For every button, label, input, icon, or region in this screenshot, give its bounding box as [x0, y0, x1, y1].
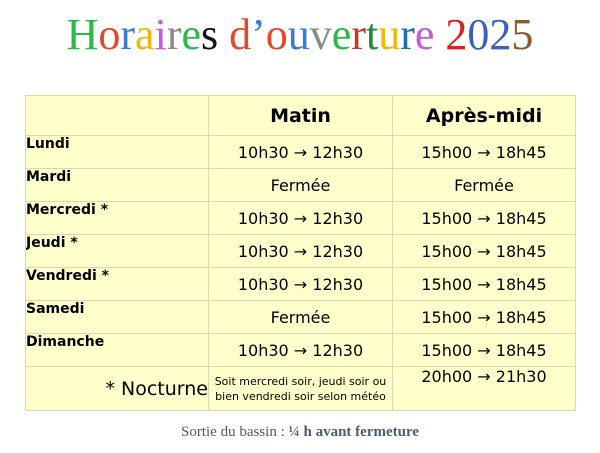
title-letter: u — [378, 10, 401, 59]
day-cell: Mercredi * — [26, 202, 209, 235]
nocturne-note-line: Soit mercredi soir, jeudi soir ou — [214, 374, 387, 388]
nocturne-note-line: bien vendredi soir selon météo — [215, 389, 386, 403]
morning-hours: 10h30 → 12h30 — [209, 235, 393, 268]
title-letter: 2 — [489, 10, 512, 59]
day-cell: Vendredi * — [26, 268, 209, 301]
day-cell: Samedi — [26, 301, 209, 334]
afternoon-hours: 15h00 → 18h45 — [393, 301, 576, 334]
title-letter — [434, 10, 445, 59]
title-letter: e — [331, 10, 352, 59]
title-letter: r — [400, 10, 415, 59]
day-cell: Mardi — [26, 169, 209, 202]
title-letter: t — [365, 10, 379, 59]
title-letter: v — [309, 10, 332, 59]
title-letter: 5 — [511, 10, 534, 59]
title-letter — [218, 10, 229, 59]
title-letter: o — [265, 10, 288, 59]
morning-hours: 10h30 → 12h30 — [209, 136, 393, 169]
nocturne-hours: 20h00 → 21h30 — [393, 367, 576, 411]
pool-exit-label: Sortie du bassin : — [180, 424, 289, 440]
afternoon-hours: 15h00 → 18h45 — [393, 268, 576, 301]
day-cell: Dimanche — [26, 334, 209, 367]
table-row — [26, 268, 576, 301]
header-afternoon: Après-midi — [393, 96, 576, 136]
title-letter: 0 — [467, 10, 490, 59]
title-letter: e — [181, 10, 201, 59]
title-letter: d — [229, 10, 252, 59]
afternoon-hours: 15h00 → 18h45 — [393, 235, 576, 268]
pool-exit-note — [0, 424, 600, 441]
table-row — [26, 169, 576, 202]
morning-hours: 10h30 → 12h30 — [209, 334, 393, 367]
day-cell: Lundi — [26, 136, 209, 169]
afternoon-hours: 15h00 → 18h45 — [393, 334, 576, 367]
title-letter: r — [166, 10, 182, 59]
title-letter: i — [154, 10, 167, 59]
afternoon-hours: Fermée — [393, 169, 576, 202]
title-letter: H — [66, 10, 99, 59]
morning-hours: 10h30 → 12h30 — [209, 268, 393, 301]
page-title — [0, 8, 600, 62]
nocturne-label: * Nocturne — [26, 367, 209, 411]
title-letter: a — [135, 10, 155, 59]
title-letter: e — [414, 10, 435, 59]
table-header-row — [26, 96, 576, 136]
table-row — [26, 235, 576, 268]
table-row — [26, 136, 576, 169]
opening-hours-table — [25, 95, 576, 411]
pool-exit-time: ¼ h avant fermeture — [288, 424, 420, 440]
title-letter: u — [287, 10, 310, 59]
afternoon-hours: 15h00 → 18h45 — [393, 136, 576, 169]
header-morning: Matin — [209, 96, 393, 136]
nocturne-note — [209, 367, 393, 411]
title-letter: 2 — [445, 10, 468, 59]
title-letter: r — [120, 10, 136, 59]
title-letter: s — [201, 10, 219, 59]
afternoon-hours: 15h00 → 18h45 — [393, 202, 576, 235]
table-row — [26, 301, 576, 334]
table-row — [26, 202, 576, 235]
header-day — [26, 96, 209, 136]
title-letter: ’ — [251, 10, 266, 59]
nocturne-row — [26, 367, 576, 411]
morning-hours: 10h30 → 12h30 — [209, 202, 393, 235]
morning-hours: Fermée — [209, 301, 393, 334]
day-cell: Jeudi * — [26, 235, 209, 268]
morning-hours: Fermée — [209, 169, 393, 202]
table-row — [26, 334, 576, 367]
title-letter: o — [98, 10, 121, 59]
title-letter: r — [351, 10, 366, 59]
